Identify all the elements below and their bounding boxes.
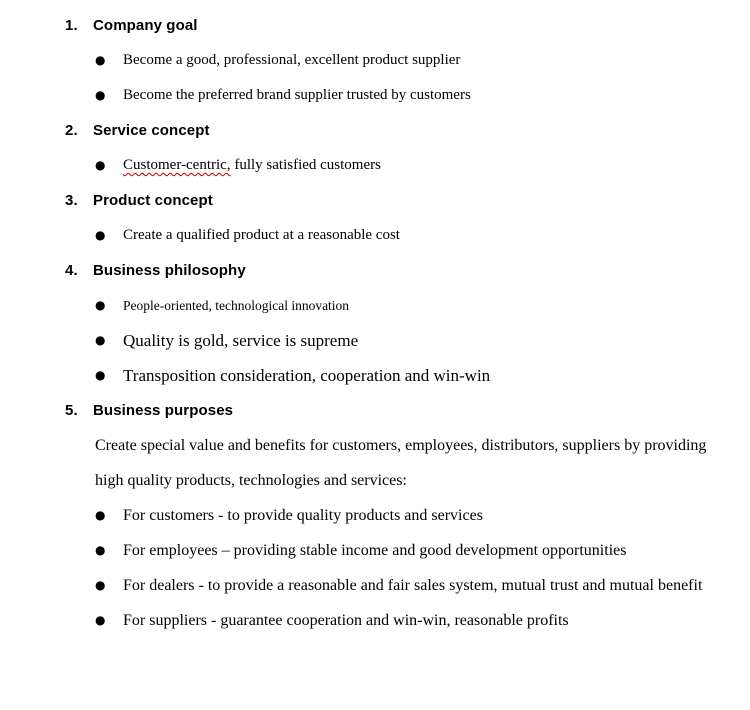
section-heading: [0, 8, 750, 43]
section-number: 3.: [65, 192, 78, 209]
list-item: [0, 43, 750, 78]
section-number: 5.: [65, 402, 78, 419]
section-number: 1.: [65, 17, 78, 34]
list-item-text: For suppliers - guarantee cooperation and win-win, reasonable profits: [123, 612, 569, 629]
list-item-text: Become the preferred brand supplier trusted by customers: [123, 87, 471, 103]
section-title: Business purposes: [93, 402, 234, 419]
section-heading: [0, 253, 750, 288]
bullet-icon: ●: [95, 368, 106, 382]
section-title: Product concept: [93, 192, 213, 209]
section-number: 4.: [65, 262, 78, 279]
list-item: [0, 568, 750, 603]
bullet-icon: ●: [95, 333, 106, 347]
section-heading: [0, 183, 750, 218]
bullet-icon: ●: [95, 543, 106, 557]
bullet-icon: ●: [95, 508, 106, 522]
section-heading: [0, 113, 750, 148]
list-item-text: [123, 148, 728, 183]
bullet-icon: ●: [95, 578, 106, 592]
list-item-text-rest: fully satisfied customers: [230, 157, 381, 173]
bullet-icon: ●: [95, 53, 106, 67]
list-item: [0, 288, 750, 323]
section-intro: Create special value and benefits for customers, employees, distributors, suppliers by providing high quality products, technologies and services:: [95, 437, 707, 489]
list-item: [0, 603, 750, 638]
section-number: 2.: [65, 122, 78, 139]
list-item: [0, 533, 750, 568]
section-heading: [0, 393, 750, 428]
list-item: [0, 358, 750, 393]
list-item: [0, 218, 750, 253]
section-title: Company goal: [93, 17, 198, 34]
bullet-icon: ●: [95, 158, 106, 172]
list-item: [0, 78, 750, 113]
list-item: [0, 148, 750, 183]
list-item-text: For employees – providing stable income and good development opportunities: [123, 542, 627, 559]
list-item-text: Create a qualified product at a reasonable cost: [123, 227, 400, 243]
list-item-text: For dealers - to provide a reasonable and fair sales system, mutual trust and mutual benefit: [123, 577, 703, 594]
list-item-text: People-oriented, technological innovation: [123, 298, 350, 313]
list-item-text: Become a good, professional, excellent product supplier: [123, 52, 461, 68]
bullet-icon: ●: [95, 613, 106, 627]
section-title: Service concept: [93, 122, 210, 139]
list-item: [0, 323, 750, 358]
bullet-icon: ●: [95, 88, 106, 102]
list-item-text: Quality is gold, service is supreme: [123, 331, 359, 350]
section-title: Business philosophy: [93, 262, 246, 279]
bullet-icon: ●: [95, 228, 106, 242]
misspelled-word: Customer-centric,: [123, 157, 231, 173]
list-item-text: Transposition consideration, cooperation and win-win: [123, 366, 491, 385]
bullet-icon: ●: [95, 298, 106, 312]
list-item: [0, 498, 750, 533]
list-item-text: For customers - to provide quality products and services: [123, 507, 483, 524]
